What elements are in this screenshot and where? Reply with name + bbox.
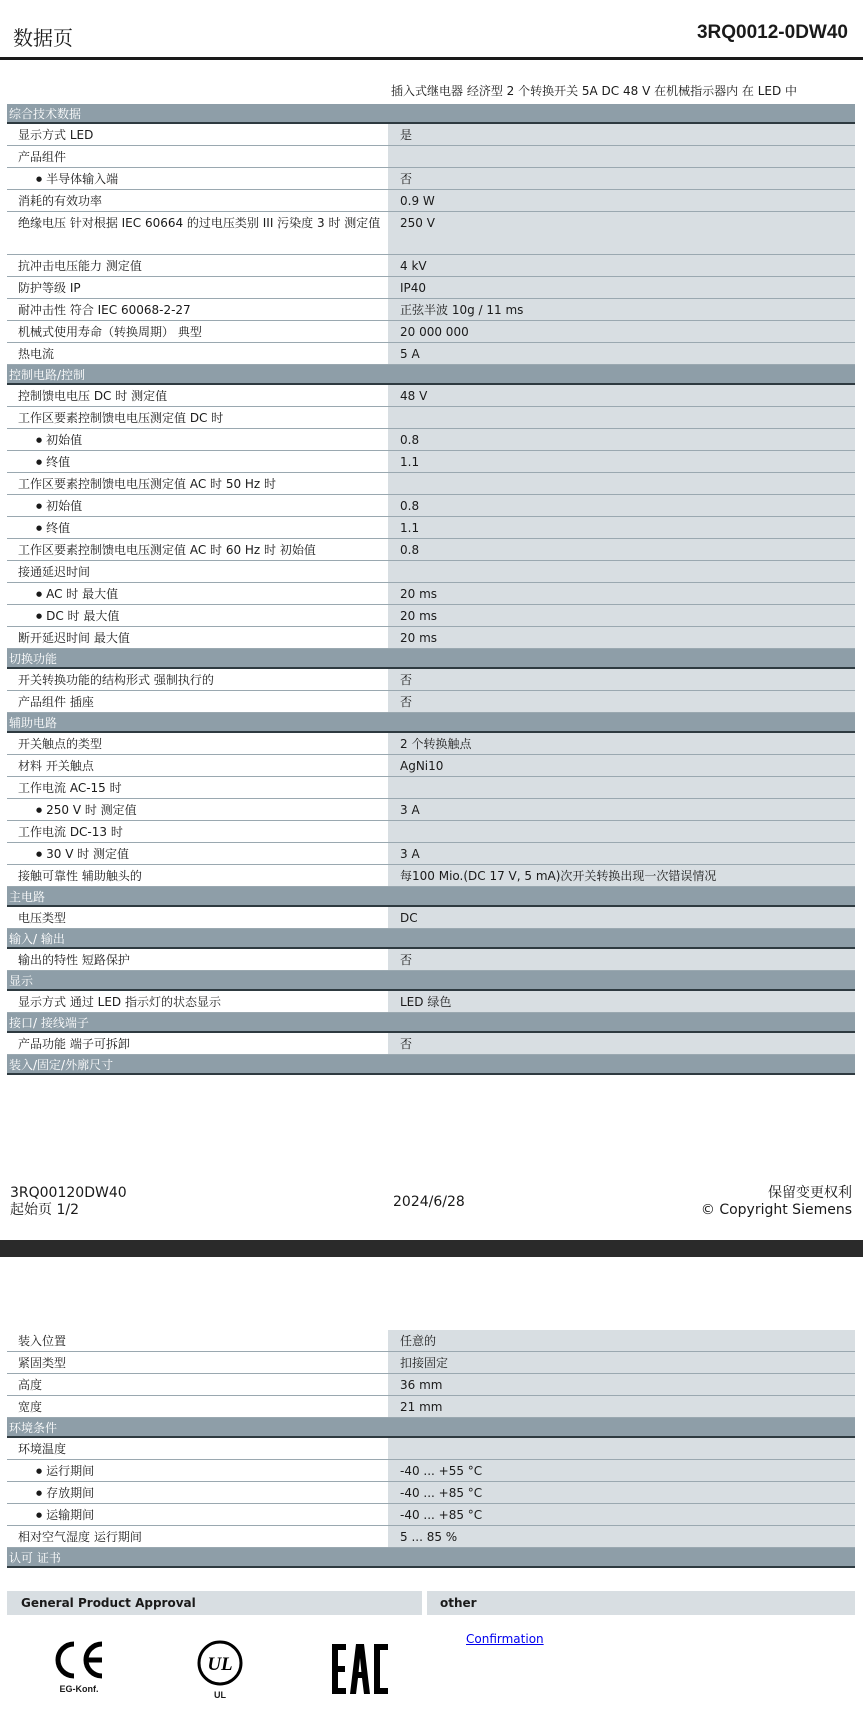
spec-value xyxy=(388,821,855,842)
spec-value: 任意的 xyxy=(388,1330,855,1351)
section-header: 接口/ 接线端子 xyxy=(7,1013,855,1033)
section-header: 主电路 xyxy=(7,887,855,907)
spec-value xyxy=(388,407,855,428)
section-header: 切换功能 xyxy=(7,649,855,669)
spec-row xyxy=(7,1396,855,1418)
spec-value: 正弦半波 10g / 11 ms xyxy=(388,299,855,320)
spec-label: ● 半导体输入端 xyxy=(7,168,388,189)
section-header: 输入/ 输出 xyxy=(7,929,855,949)
spec-label: 显示方式 通过 LED 指示灯的状态显示 xyxy=(7,991,388,1012)
spec-label: 产品功能 端子可拆卸 xyxy=(7,1033,388,1054)
spec-label: ● 运输期间 xyxy=(7,1504,388,1525)
spec-value: 否 xyxy=(388,1033,855,1054)
spec-row xyxy=(7,865,855,887)
spec-label: 耐冲击性 符合 IEC 60068-2-27 xyxy=(7,299,388,320)
spec-row xyxy=(7,561,855,583)
spec-label: 绝缘电压 针对根据 IEC 60664 的过电压类别 III 污染度 3 时 测定值 xyxy=(7,212,388,254)
spec-row xyxy=(7,146,855,168)
ce-logo xyxy=(50,1640,108,1694)
spec-label: ● 终值 xyxy=(7,517,388,538)
footer-page-number: 起始页 1/2 xyxy=(10,1202,79,1218)
spec-label: 工作区要素控制馈电电压测定值 DC 时 xyxy=(7,407,388,428)
spec-row xyxy=(7,343,855,365)
spec-label: 材料 开关触点 xyxy=(7,755,388,776)
spec-row xyxy=(7,755,855,777)
spec-value: 否 xyxy=(388,168,855,189)
footer-right xyxy=(701,1185,852,1219)
spec-value: 3 A xyxy=(388,843,855,864)
spec-label: 抗冲击电压能力 测定值 xyxy=(7,255,388,276)
spec-row xyxy=(7,799,855,821)
section-header: 认可 证书 xyxy=(7,1548,855,1568)
spec-label: 工作区要素控制馈电电压测定值 AC 时 50 Hz 时 xyxy=(7,473,388,494)
spec-row xyxy=(7,495,855,517)
spec-label: ● 初始值 xyxy=(7,495,388,516)
spec-row xyxy=(7,583,855,605)
spec-value: 1.1 xyxy=(388,517,855,538)
spec-label: 产品组件 插座 xyxy=(7,691,388,712)
spec-label: 输出的特性 短路保护 xyxy=(7,949,388,970)
spec-row xyxy=(7,991,855,1013)
spec-row xyxy=(7,451,855,473)
approval-col-other: other xyxy=(427,1591,855,1615)
spec-value: 4 kV xyxy=(388,255,855,276)
spec-label: 电压类型 xyxy=(7,907,388,928)
spec-value: 3 A xyxy=(388,799,855,820)
spec-row xyxy=(7,733,855,755)
spec-row xyxy=(7,407,855,429)
spec-value xyxy=(388,146,855,167)
section-header: 装入/固定/外廓尺寸 xyxy=(7,1055,855,1075)
spec-value: 250 V xyxy=(388,212,855,254)
spec-value: IP40 xyxy=(388,277,855,298)
eac-mark-icon xyxy=(330,1642,390,1696)
spec-row xyxy=(7,669,855,691)
section-header: 显示 xyxy=(7,971,855,991)
spec-row xyxy=(7,517,855,539)
spec-label: ● 终值 xyxy=(7,451,388,472)
spec-value: 5 ... 85 % xyxy=(388,1526,855,1547)
spec-value: 20 ms xyxy=(388,605,855,626)
eac-logo xyxy=(330,1642,390,1700)
spec-value: 扣接固定 xyxy=(388,1352,855,1373)
spec-label: 开关触点的类型 xyxy=(7,733,388,754)
spec-value: 2 个转换触点 xyxy=(388,733,855,754)
footer-copyright: © Copyright Siemens xyxy=(700,1202,852,1218)
spec-label: 开关转换功能的结构形式 强制执行的 xyxy=(7,669,388,690)
spec-value: -40 ... +85 °C xyxy=(388,1482,855,1503)
spec-row xyxy=(7,949,855,971)
spec-row xyxy=(7,627,855,649)
spec-table-page-1 xyxy=(7,104,855,1075)
section-header: 控制电路/控制 xyxy=(7,365,855,385)
spec-row xyxy=(7,1504,855,1526)
spec-row xyxy=(7,299,855,321)
spec-row xyxy=(7,821,855,843)
spec-table-page-2 xyxy=(7,1330,855,1568)
spec-value: 否 xyxy=(388,949,855,970)
spec-value: DC xyxy=(388,907,855,928)
approval-col-general: General Product Approval xyxy=(7,1591,427,1615)
spec-row xyxy=(7,1352,855,1374)
spec-row xyxy=(7,691,855,713)
confirmation-link[interactable]: Confirmation xyxy=(466,1632,544,1646)
spec-label: ● 存放期间 xyxy=(7,1482,388,1503)
spec-row xyxy=(7,605,855,627)
spec-label: 装入位置 xyxy=(7,1330,388,1351)
spec-value: 0.8 xyxy=(388,539,855,560)
spec-value: 20 ms xyxy=(388,627,855,648)
spec-label: ● 运行期间 xyxy=(7,1460,388,1481)
footer-left xyxy=(10,1185,127,1219)
spec-label: 控制馈电电压 DC 时 测定值 xyxy=(7,385,388,406)
section-header: 综合技术数据 xyxy=(7,104,855,124)
spec-label: 产品组件 xyxy=(7,146,388,167)
spec-value: LED 绿色 xyxy=(388,991,855,1012)
spec-value xyxy=(388,561,855,582)
page-title: 数据页 xyxy=(13,26,73,50)
spec-label: 消耗的有效功率 xyxy=(7,190,388,211)
footer-date: 2024/6/28 xyxy=(393,1194,465,1210)
spec-row xyxy=(7,277,855,299)
ul-mark-icon xyxy=(196,1640,244,1686)
page-footer xyxy=(0,1185,863,1241)
spec-label: 工作电流 AC-15 时 xyxy=(7,777,388,798)
spec-value: 48 V xyxy=(388,385,855,406)
spec-label: 接通延迟时间 xyxy=(7,561,388,582)
spec-label: 热电流 xyxy=(7,343,388,364)
spec-row xyxy=(7,255,855,277)
spec-value: -40 ... +55 °C xyxy=(388,1460,855,1481)
product-description: 插入式继电器 经济型 2 个转换开关 5A DC 48 V 在机械指示器内 在 LED 中 xyxy=(391,84,798,98)
spec-label: ● 30 V 时 测定值 xyxy=(7,843,388,864)
page-separator-bar xyxy=(0,1240,863,1257)
spec-value: 1.1 xyxy=(388,451,855,472)
spec-value: 21 mm xyxy=(388,1396,855,1417)
spec-row xyxy=(7,1374,855,1396)
spec-row xyxy=(7,1526,855,1548)
spec-row xyxy=(7,539,855,561)
spec-label: 宽度 xyxy=(7,1396,388,1417)
spec-label: ● 初始值 xyxy=(7,429,388,450)
spec-row xyxy=(7,473,855,495)
spec-row xyxy=(7,1033,855,1055)
spec-value: 0.8 xyxy=(388,429,855,450)
spec-row xyxy=(7,321,855,343)
section-header: 辅助电路 xyxy=(7,713,855,733)
spec-label: 接触可靠性 辅助触头的 xyxy=(7,865,388,886)
spec-row xyxy=(7,1330,855,1352)
spec-value: 是 xyxy=(388,124,855,145)
spec-label: ● AC 时 最大值 xyxy=(7,583,388,604)
spec-label: 高度 xyxy=(7,1374,388,1395)
section-header: 环境条件 xyxy=(7,1418,855,1438)
approval-table-header xyxy=(7,1591,855,1615)
spec-value: 否 xyxy=(388,691,855,712)
spec-value xyxy=(388,473,855,494)
spec-value xyxy=(388,777,855,798)
spec-label: 工作区要素控制馈电电压测定值 AC 时 60 Hz 时 初始值 xyxy=(7,539,388,560)
spec-label: 机械式使用寿命（转换周期） 典型 xyxy=(7,321,388,342)
spec-value xyxy=(388,1438,855,1459)
svg-text:UL: UL xyxy=(207,1654,233,1675)
spec-row xyxy=(7,1438,855,1460)
spec-value: 0.8 xyxy=(388,495,855,516)
spec-label: ● 250 V 时 测定值 xyxy=(7,799,388,820)
spec-label: ● DC 时 最大值 xyxy=(7,605,388,626)
ul-logo xyxy=(196,1640,244,1700)
ul-caption: UL xyxy=(214,1690,226,1700)
ce-mark-icon xyxy=(50,1640,108,1680)
spec-row xyxy=(7,212,855,255)
spec-value: 每100 Mio.(DC 17 V, 5 mA)次开关转换出现一次错误情况 xyxy=(388,865,855,886)
spec-label: 工作电流 DC-13 时 xyxy=(7,821,388,842)
spec-row xyxy=(7,429,855,451)
spec-row xyxy=(7,907,855,929)
footer-product-code: 3RQ00120DW40 xyxy=(10,1185,127,1201)
spec-label: 紧固类型 xyxy=(7,1352,388,1373)
spec-row xyxy=(7,1460,855,1482)
spec-label: 断开延迟时间 最大值 xyxy=(7,627,388,648)
ce-caption: EG-Konf. xyxy=(59,1684,99,1694)
spec-value: AgNi10 xyxy=(388,755,855,776)
spec-row xyxy=(7,1482,855,1504)
spec-value: 20 ms xyxy=(388,583,855,604)
spec-row xyxy=(7,190,855,212)
spec-row xyxy=(7,124,855,146)
spec-label: 相对空气湿度 运行期间 xyxy=(7,1526,388,1547)
spec-value: 5 A xyxy=(388,343,855,364)
spec-row xyxy=(7,777,855,799)
spec-row xyxy=(7,168,855,190)
spec-row xyxy=(7,843,855,865)
spec-value: 否 xyxy=(388,669,855,690)
spec-value: 20 000 000 xyxy=(388,321,855,342)
page-header xyxy=(0,0,863,60)
spec-value: 36 mm xyxy=(388,1374,855,1395)
spec-row xyxy=(7,385,855,407)
footer-rights: 保留变更权利 xyxy=(768,1185,852,1201)
spec-value: 0.9 W xyxy=(388,190,855,211)
spec-value: -40 ... +85 °C xyxy=(388,1504,855,1525)
spec-label: 防护等级 IP xyxy=(7,277,388,298)
spec-label: 环境温度 xyxy=(7,1438,388,1459)
spec-label: 显示方式 LED xyxy=(7,124,388,145)
product-code: 3RQ0012-0DW40 xyxy=(696,22,848,43)
